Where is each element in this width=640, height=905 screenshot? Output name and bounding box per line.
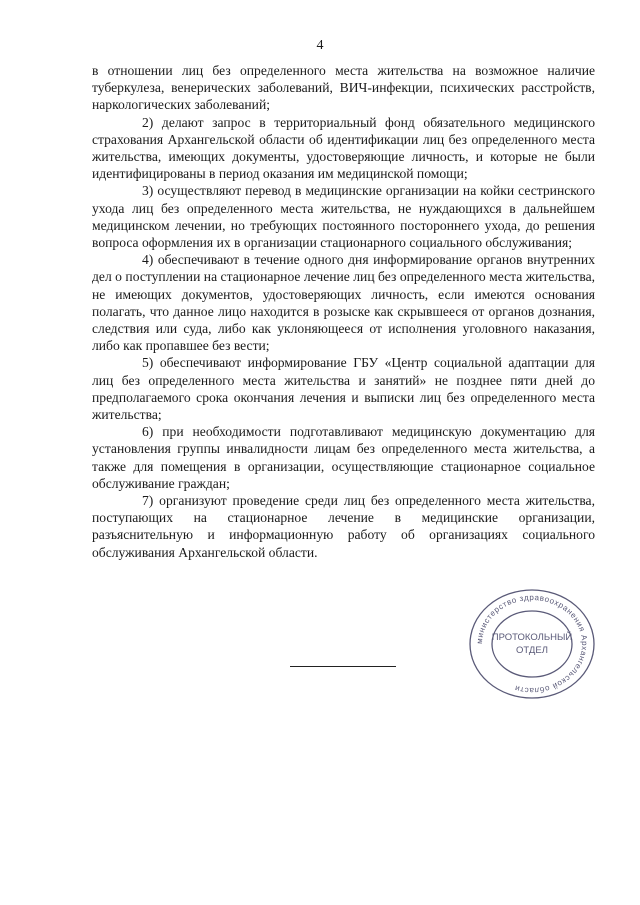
stamp-center-line-1: ПРОТОКОЛЬНЫЙ [491,632,573,643]
paragraph-item-4: 4) обеспечивают в течение одного дня информирование органов внутренних дел о поступлении на стационарное лечение лиц без определенного места жительства, не имеющих документов, удостоверяющих личность, если имеются основания полагать, что данное лицо находится в розыске как скрывшееся от органов дознания, следствия или суда, либо как уклоняющееся от исполнения уголовного наказания, либо как пропавшее без вести; [92,252,595,354]
stamp-center-line-2: ОТДЕЛ [516,645,548,656]
paragraph-item-2: 2) делают запрос в территориальный фонд обязательного медицинского страхования Архангельской области об идентификации лиц без определенного места жительства, имеющих документы, удостоверяющие личность, и которые не были идентифицированы в период оказания им медицинской помощи; [92,114,595,182]
closing-divider-line [290,666,396,667]
official-stamp [466,586,598,702]
paragraph-item-7: 7) организуют проведение среди лиц без определенного места жительства, поступающих на стационарное лечение в медицинские организации, разъяснительную и информационную работу об организациях социального обслуживания Архангельской области. [92,493,595,560]
paragraph-continuation: в отношении лиц без определенного места жительства на возможное наличие туберкулеза, венерических заболеваний, ВИЧ-инфекции, психических расстройств, наркологических заболеваний; [92,63,595,113]
paragraph-item-6: 6) при необходимости подготавливают медицинскую документацию для установления группы инвалидности лицам без определенного места жительства, а также для помещения в организации, осуществляющие стационарное социальное обслуживание граждан; [92,424,595,491]
stamp-outer-text: министерство здравоохранения Архангельской области [474,592,590,696]
document-body [92,62,595,561]
paragraph-item-5: 5) обеспечивают информирование ГБУ «Центр социальной адаптации для лиц без определенного места жительства и занятий» не позднее пяти дней до предполагаемого срока окончания лечения и выписки лиц без определенного места жительства; [92,355,595,423]
paragraph-item-3: 3) осуществляют перевод в медицинские организации на койки сестринского ухода лиц без определенного места жительства, не нуждающихся в дальнейшем медицинском лечении, но требующих постоянного постороннего ухода, до решения вопроса оформления их в организации стационарного социального обслуживания; [92,183,595,251]
page-number: 4 [316,38,324,53]
